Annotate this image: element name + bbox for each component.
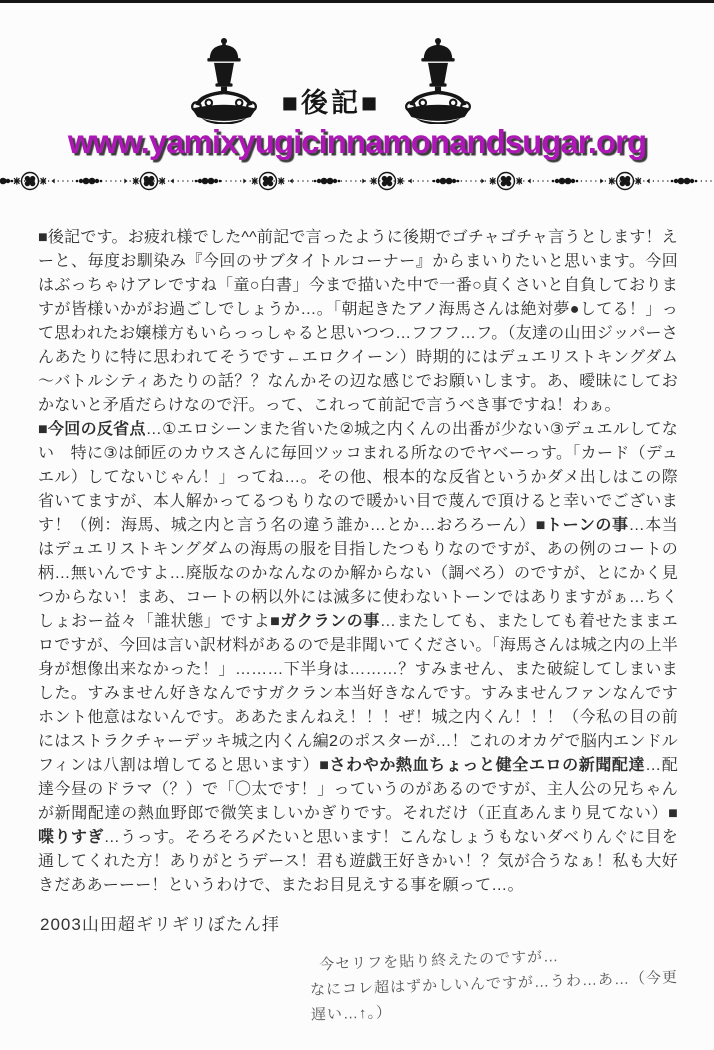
note-line-2: なにコレ超はずかしいんですが…うわ…あ…（今更遅い…↑。） <box>309 968 679 1024</box>
street-lamp-icon <box>400 36 476 124</box>
body-segment: …①エロシーンまた省いた②城之内くんの出番が少ない③デュエルしてない 特に③は師匠のカウスさんに毎回ツッコまれる所なのでヤベーっす。「カード（デュエル）してないじゃん！」ってね…。その他、根本的な反省というかダメ出しはこの際省いてますが、本人解かってるつもりなので暖かい目で蔑んで頂けると幸いでございます！（例：海馬、城之内と言う名の違う誰か…とか…おろろーん） <box>38 421 678 534</box>
note-line-1: 今セリフを貼り終えたのですが… <box>318 948 560 974</box>
body-segment-bold: ■喋りすぎ <box>38 805 678 846</box>
body-segment: …本当はデュエリストキングダムの海馬の服を目指したつもりなのですが、あの例のコートの柄…無いんですよ…廃版なのかなんなのか解からない（調べろ）のですが、とにかく見つからない！まあ、コートの柄以外には滅多に使わないトーンではありますがぁ…ちくしょおー益々「誰状態」ですよ■ <box>38 517 678 630</box>
body-segment: …配達今昼のドラマ（？）で「〇太です！」っていうのがあるのですが、主人公の兄ちゃんが新聞配達の熱血野郎で微笑ましいかぎりです。それだけ（正直あんまり見てない） <box>38 757 678 822</box>
page-header <box>0 36 688 124</box>
website-url: www.yamixyugicinnamonandsugar.org <box>67 123 647 160</box>
body-paragraph <box>38 226 678 418</box>
body-segment: ■後記です。お疲れ様でした^^前記で言ったように後期でゴチャゴチャ言うとします！えーと、毎度お馴染み『今回のサブタイトルコーナー』からまいりたいと思います。今回はぶっちゃけアレですね「童○白書」今まで描いた中で一番○貞くさいと自負しておりますが皆様いかがお過ごしでしょうか…。「朝起きたアノ海馬さんは絶対夢●してる！」って思われたお嬢様方もいらっっしゃると思いつつ…フフフ…フ。（友達の山田ジッパーさんあたりに特に思われてそうです←エロクイーン）時期的にはデュエリストキングダム～バトルシティあたりの話？？なんかその辺な感じでお願いします。あ、曖昧にしておかないと矛盾だらけなので汗。って、これって前記で言うべき事ですね！わぁ。 <box>38 229 678 414</box>
handwritten-note <box>309 940 691 1028</box>
body-text <box>38 226 678 898</box>
afterword-title: ■後記■ <box>281 88 381 118</box>
body-segment: …うっす。そろそろ〆たいと思います！こんなしょうもないダベりんぐに目を通してくれた方！ありがとうデース！君も遊戯王好きかい！？気が合うなぁ！私も大好きだああーーー！というわけで、またお目見えする事を願って…。 <box>38 829 678 894</box>
page-top-edge <box>0 0 714 3</box>
street-lamp-icon <box>186 36 262 124</box>
author-signature: 2003山田超ギリギリぼたん拝 <box>40 915 280 934</box>
body-segment-bold: ■さわやか熱血ちょっと健全エロの新聞配達 <box>319 757 646 774</box>
ornamental-divider-icon <box>0 168 714 194</box>
body-segment: …またしても、またしても着せたままエロですが、今回は言い訳材料があるので是非聞いてください。「海馬さんは城之内の上半身が想像出来なかった！」………下半身は………？すみません、また破綻してしまいました。すみません好きなんですガクラン本当好きなんです。すみませんファンなんですホント他意はないんです。ああたまんねえ！！！ぜ！城之内くん！！！（今私の目の前にはストラクチャーデッキ城之内くん編2のポスターが…！これのオカゲで脳内エンドルフィンは八割は増してると思います） <box>38 613 679 774</box>
body-segment-bold: ■今回の反省点 <box>38 421 146 438</box>
body-segment-bold: ■トーンの事 <box>535 517 629 534</box>
body-paragraph <box>38 418 678 898</box>
body-segment-bold: ガクランの事 <box>280 613 380 630</box>
